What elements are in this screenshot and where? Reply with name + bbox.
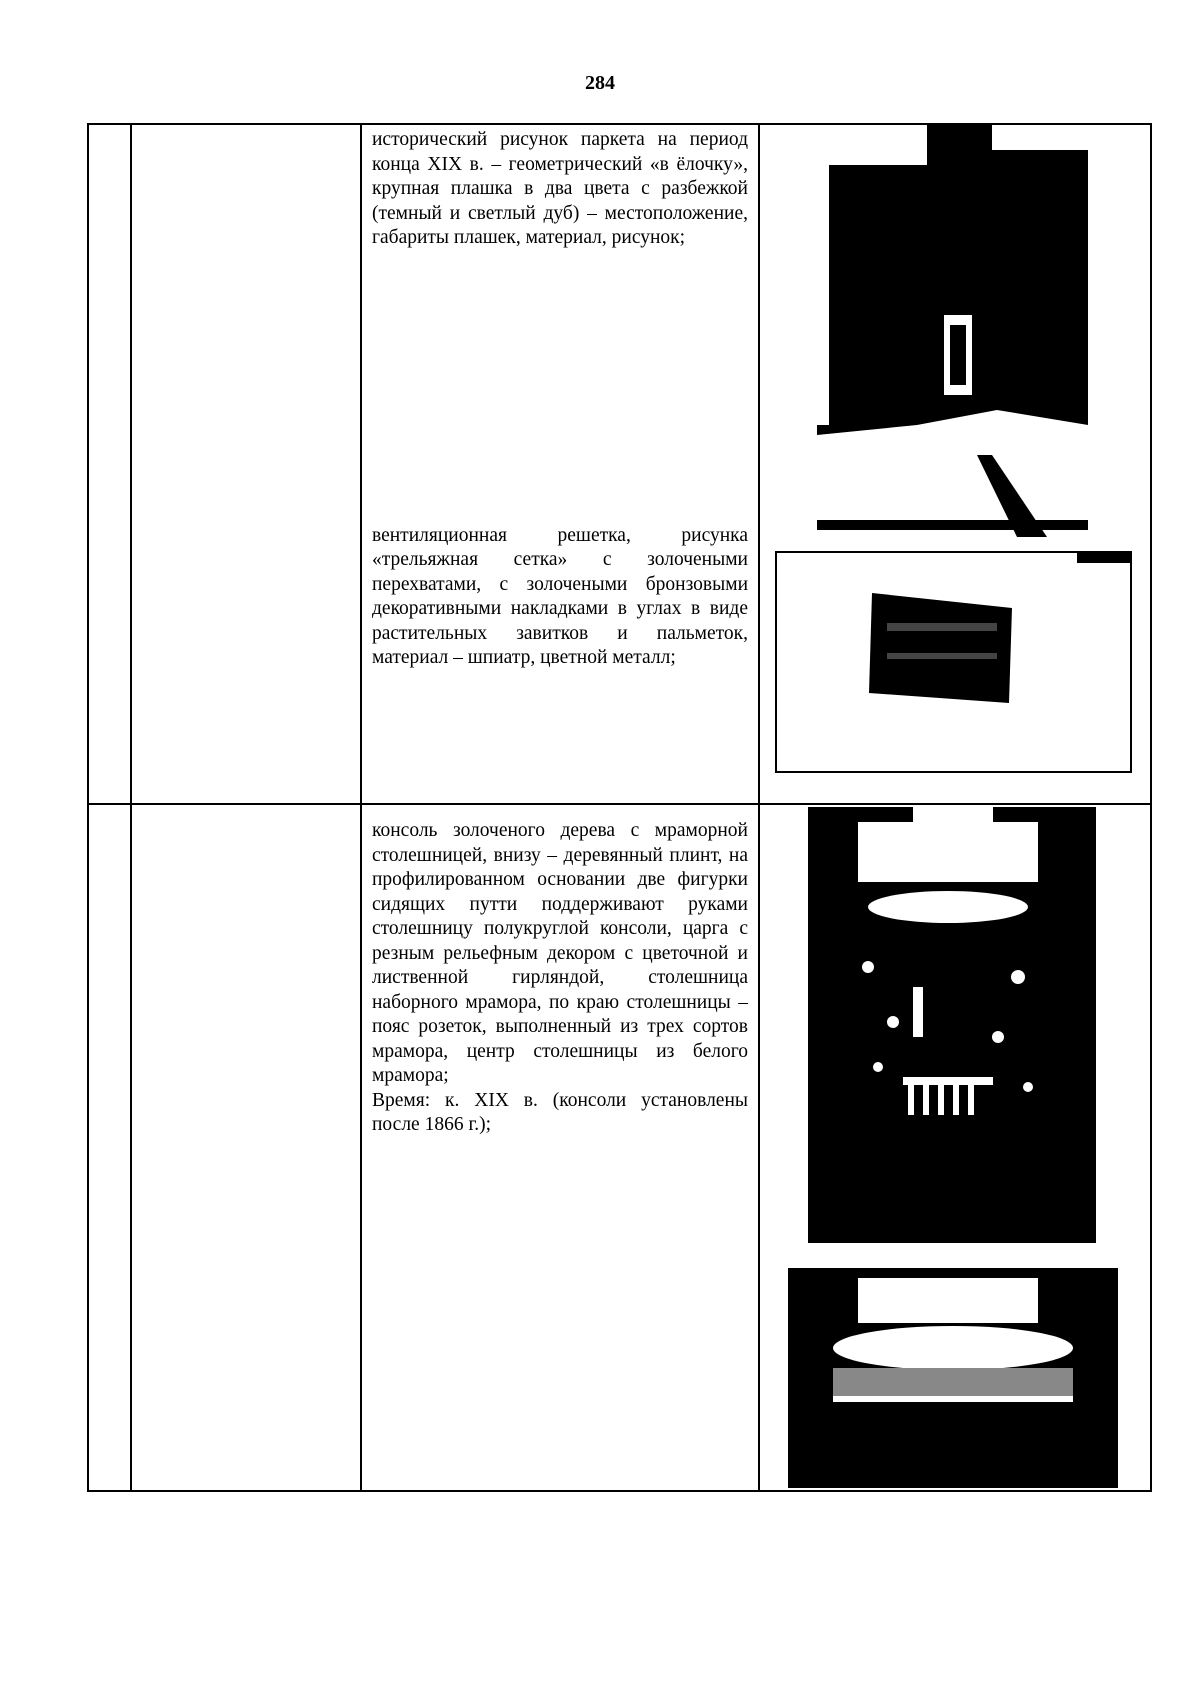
description-text: консоль золоченого дерева с мраморной столешницей, внизу – деревянный плинт, на профилированном основании две фигурки сидящих путти поддерживают руками столешницу полукруглой консоли, царга с резным рельефным декором с цветочной и лиственной гирляндой, столешница наборного мрамора, по краю столешницы – пояс розеток, выполненный из трех сортов мрамора, центр столешницы из белого мрамора;	[372, 820, 748, 1086]
description-text: исторический рисунок паркета на период конца XIX в. – геометрический «в ёлочку», крупная плашка в два цвета с разбежкой (темный и светлый дуб) – местоположение, габариты плашек, материал, рисунок;	[372, 129, 748, 248]
parquet-floor-photo	[817, 125, 1088, 537]
object-table	[87, 123, 1152, 1492]
name-cell	[131, 804, 361, 1491]
number-cell	[88, 804, 131, 1491]
page-number: 284	[585, 72, 615, 94]
description-cell	[361, 124, 759, 804]
description-text: Время: к. XIX в. (консоли установлены после 1866 г.);	[372, 1089, 748, 1135]
table-row	[88, 804, 1151, 1491]
ventilation-grille-photo	[775, 551, 1132, 773]
table-row	[88, 124, 1151, 804]
description-text: вентиляционная решетка, рисунка «трельяжная сетка» с золочеными перехватами, с золочеными бронзовыми декоративными накладками в углах в виде растительных завитков и пальметок, материал – шпиатр, цветной металл;	[372, 524, 748, 668]
console-table-photo	[808, 807, 1096, 1243]
name-cell	[131, 124, 361, 804]
photo-cell	[759, 124, 1151, 804]
number-cell	[88, 124, 131, 804]
description-cell	[361, 804, 759, 1491]
photo-cell	[759, 804, 1151, 1491]
console-tabletop-photo	[788, 1268, 1118, 1488]
